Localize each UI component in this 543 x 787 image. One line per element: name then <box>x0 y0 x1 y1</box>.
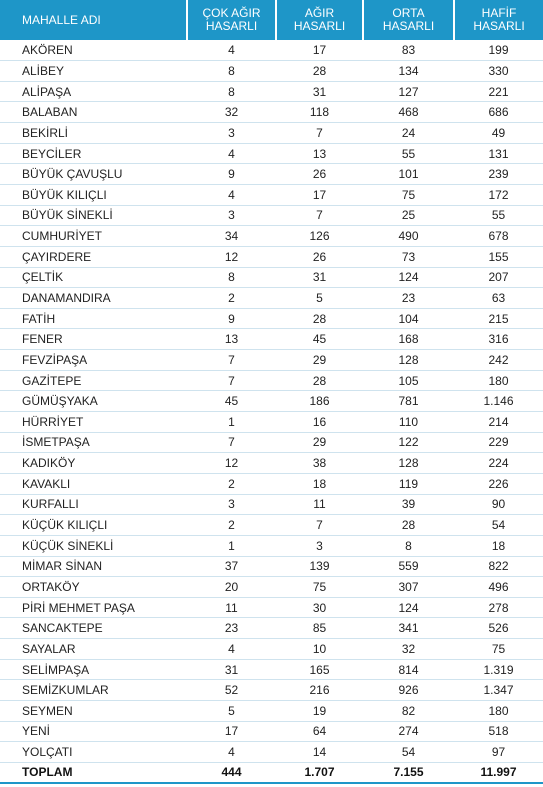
cell-very-heavy-count: 2 <box>187 288 276 309</box>
cell-heavy-count: 216 <box>276 680 363 701</box>
cell-very-heavy-count: 12 <box>187 453 276 474</box>
cell-light-count: 678 <box>454 226 543 247</box>
cell-light-count: 1.347 <box>454 680 543 701</box>
cell-neighborhood-name: KAVAKLI <box>0 473 187 494</box>
cell-heavy-count: 17 <box>276 184 363 205</box>
cell-neighborhood-name: YENİ <box>0 721 187 742</box>
cell-light-count: 215 <box>454 308 543 329</box>
cell-light-count: 518 <box>454 721 543 742</box>
cell-neighborhood-name: KÜÇÜK KILIÇLI <box>0 515 187 536</box>
cell-heavy-count: 10 <box>276 639 363 660</box>
cell-light-count: 822 <box>454 556 543 577</box>
total-row <box>0 762 543 783</box>
table-row <box>0 308 543 329</box>
cell-very-heavy-count: 20 <box>187 577 276 598</box>
cell-medium-count: 32 <box>363 639 454 660</box>
cell-light-count: 242 <box>454 350 543 371</box>
cell-heavy-count: 31 <box>276 267 363 288</box>
total-cell-medium-count: 7.155 <box>363 762 454 783</box>
cell-medium-count: 128 <box>363 453 454 474</box>
cell-light-count: 180 <box>454 701 543 722</box>
cell-light-count: 207 <box>454 267 543 288</box>
cell-light-count: 278 <box>454 597 543 618</box>
cell-medium-count: 490 <box>363 226 454 247</box>
cell-light-count: 131 <box>454 143 543 164</box>
cell-neighborhood-name: BEYCİLER <box>0 143 187 164</box>
cell-light-count: 90 <box>454 494 543 515</box>
header-very-heavy-damage <box>187 0 276 40</box>
cell-very-heavy-count: 4 <box>187 40 276 61</box>
cell-medium-count: 926 <box>363 680 454 701</box>
cell-neighborhood-name: CUMHURİYET <box>0 226 187 247</box>
cell-medium-count: 8 <box>363 535 454 556</box>
cell-heavy-count: 29 <box>276 432 363 453</box>
cell-heavy-count: 38 <box>276 453 363 474</box>
cell-light-count: 172 <box>454 184 543 205</box>
table-row <box>0 246 543 267</box>
cell-medium-count: 134 <box>363 61 454 82</box>
cell-very-heavy-count: 32 <box>187 102 276 123</box>
cell-light-count: 180 <box>454 370 543 391</box>
cell-neighborhood-name: ALİPAŞA <box>0 81 187 102</box>
cell-light-count: 221 <box>454 81 543 102</box>
cell-heavy-count: 7 <box>276 515 363 536</box>
cell-very-heavy-count: 9 <box>187 308 276 329</box>
cell-very-heavy-count: 4 <box>187 143 276 164</box>
cell-heavy-count: 45 <box>276 329 363 350</box>
header-line: ORTA <box>392 6 425 20</box>
table-row <box>0 81 543 102</box>
cell-heavy-count: 26 <box>276 164 363 185</box>
table-row <box>0 102 543 123</box>
cell-heavy-count: 5 <box>276 288 363 309</box>
header-medium-damage <box>363 0 454 40</box>
total-cell-neighborhood-name: TOPLAM <box>0 762 187 783</box>
cell-heavy-count: 165 <box>276 659 363 680</box>
cell-medium-count: 341 <box>363 618 454 639</box>
cell-light-count: 63 <box>454 288 543 309</box>
cell-light-count: 1.319 <box>454 659 543 680</box>
cell-neighborhood-name: BEKİRLİ <box>0 123 187 144</box>
cell-very-heavy-count: 13 <box>187 329 276 350</box>
cell-light-count: 155 <box>454 246 543 267</box>
cell-medium-count: 119 <box>363 473 454 494</box>
cell-heavy-count: 28 <box>276 308 363 329</box>
cell-heavy-count: 85 <box>276 618 363 639</box>
table-row <box>0 659 543 680</box>
cell-heavy-count: 29 <box>276 350 363 371</box>
cell-medium-count: 814 <box>363 659 454 680</box>
cell-heavy-count: 26 <box>276 246 363 267</box>
cell-light-count: 496 <box>454 577 543 598</box>
cell-light-count: 526 <box>454 618 543 639</box>
header-line: HASARLI <box>382 19 435 33</box>
cell-medium-count: 274 <box>363 721 454 742</box>
cell-medium-count: 110 <box>363 412 454 433</box>
cell-very-heavy-count: 11 <box>187 597 276 618</box>
cell-medium-count: 124 <box>363 267 454 288</box>
cell-heavy-count: 31 <box>276 81 363 102</box>
cell-neighborhood-name: BÜYÜK SİNEKLİ <box>0 205 187 226</box>
cell-heavy-count: 186 <box>276 391 363 412</box>
table-row <box>0 143 543 164</box>
cell-neighborhood-name: FATİH <box>0 308 187 329</box>
cell-medium-count: 128 <box>363 350 454 371</box>
cell-medium-count: 105 <box>363 370 454 391</box>
cell-neighborhood-name: SANCAKTEPE <box>0 618 187 639</box>
table-row <box>0 40 543 61</box>
cell-heavy-count: 28 <box>276 61 363 82</box>
cell-very-heavy-count: 5 <box>187 701 276 722</box>
cell-neighborhood-name: ÇAYIRDERE <box>0 246 187 267</box>
table-header-row <box>0 0 543 40</box>
cell-medium-count: 75 <box>363 184 454 205</box>
cell-neighborhood-name: KADIKÖY <box>0 453 187 474</box>
cell-neighborhood-name: KÜÇÜK SİNEKLİ <box>0 535 187 556</box>
cell-medium-count: 39 <box>363 494 454 515</box>
table-row <box>0 680 543 701</box>
table-row <box>0 556 543 577</box>
table-row <box>0 412 543 433</box>
cell-medium-count: 559 <box>363 556 454 577</box>
table-row <box>0 742 543 763</box>
cell-very-heavy-count: 9 <box>187 164 276 185</box>
cell-very-heavy-count: 7 <box>187 350 276 371</box>
cell-heavy-count: 14 <box>276 742 363 763</box>
table-row <box>0 639 543 660</box>
table-row <box>0 721 543 742</box>
cell-heavy-count: 13 <box>276 143 363 164</box>
cell-light-count: 55 <box>454 205 543 226</box>
cell-medium-count: 55 <box>363 143 454 164</box>
cell-light-count: 54 <box>454 515 543 536</box>
cell-heavy-count: 75 <box>276 577 363 598</box>
cell-neighborhood-name: ORTAKÖY <box>0 577 187 598</box>
cell-heavy-count: 7 <box>276 205 363 226</box>
cell-very-heavy-count: 45 <box>187 391 276 412</box>
cell-light-count: 97 <box>454 742 543 763</box>
cell-medium-count: 23 <box>363 288 454 309</box>
cell-medium-count: 104 <box>363 308 454 329</box>
table-row <box>0 432 543 453</box>
cell-medium-count: 82 <box>363 701 454 722</box>
total-cell-light-count: 11.997 <box>454 762 543 783</box>
header-line: AĞIR <box>304 6 335 20</box>
cell-very-heavy-count: 7 <box>187 432 276 453</box>
cell-very-heavy-count: 4 <box>187 742 276 763</box>
cell-medium-count: 124 <box>363 597 454 618</box>
cell-neighborhood-name: ÇELTİK <box>0 267 187 288</box>
cell-neighborhood-name: SEYMEN <box>0 701 187 722</box>
cell-heavy-count: 16 <box>276 412 363 433</box>
cell-medium-count: 781 <box>363 391 454 412</box>
cell-light-count: 316 <box>454 329 543 350</box>
table-row <box>0 453 543 474</box>
cell-very-heavy-count: 8 <box>187 61 276 82</box>
cell-light-count: 75 <box>454 639 543 660</box>
cell-light-count: 18 <box>454 535 543 556</box>
cell-very-heavy-count: 3 <box>187 494 276 515</box>
cell-light-count: 330 <box>454 61 543 82</box>
cell-neighborhood-name: MİMAR SİNAN <box>0 556 187 577</box>
cell-neighborhood-name: BÜYÜK KILIÇLI <box>0 184 187 205</box>
table-row <box>0 350 543 371</box>
header-neighborhood: MAHALLE ADI <box>0 0 187 40</box>
cell-neighborhood-name: FENER <box>0 329 187 350</box>
table-row <box>0 226 543 247</box>
cell-very-heavy-count: 3 <box>187 123 276 144</box>
cell-light-count: 239 <box>454 164 543 185</box>
header-line: HASARLI <box>205 19 258 33</box>
cell-light-count: 226 <box>454 473 543 494</box>
cell-medium-count: 307 <box>363 577 454 598</box>
table-row <box>0 329 543 350</box>
cell-neighborhood-name: İSMETPAŞA <box>0 432 187 453</box>
table-row <box>0 618 543 639</box>
table-row <box>0 535 543 556</box>
cell-light-count: 686 <box>454 102 543 123</box>
cell-medium-count: 468 <box>363 102 454 123</box>
cell-neighborhood-name: PİRİ MEHMET PAŞA <box>0 597 187 618</box>
cell-very-heavy-count: 3 <box>187 205 276 226</box>
cell-medium-count: 73 <box>363 246 454 267</box>
cell-heavy-count: 28 <box>276 370 363 391</box>
cell-very-heavy-count: 4 <box>187 639 276 660</box>
table-row <box>0 267 543 288</box>
table-row <box>0 61 543 82</box>
cell-light-count: 1.146 <box>454 391 543 412</box>
cell-neighborhood-name: GAZİTEPE <box>0 370 187 391</box>
cell-very-heavy-count: 1 <box>187 535 276 556</box>
cell-medium-count: 122 <box>363 432 454 453</box>
table-row <box>0 370 543 391</box>
cell-neighborhood-name: ALİBEY <box>0 61 187 82</box>
table-row <box>0 205 543 226</box>
cell-heavy-count: 17 <box>276 40 363 61</box>
cell-heavy-count: 18 <box>276 473 363 494</box>
cell-very-heavy-count: 8 <box>187 81 276 102</box>
cell-very-heavy-count: 2 <box>187 473 276 494</box>
cell-neighborhood-name: HÜRRİYET <box>0 412 187 433</box>
cell-neighborhood-name: AKÖREN <box>0 40 187 61</box>
cell-medium-count: 25 <box>363 205 454 226</box>
cell-heavy-count: 11 <box>276 494 363 515</box>
cell-very-heavy-count: 23 <box>187 618 276 639</box>
cell-very-heavy-count: 12 <box>187 246 276 267</box>
cell-heavy-count: 19 <box>276 701 363 722</box>
cell-light-count: 214 <box>454 412 543 433</box>
table-body <box>0 40 543 783</box>
cell-medium-count: 127 <box>363 81 454 102</box>
cell-neighborhood-name: SAYALAR <box>0 639 187 660</box>
cell-neighborhood-name: YOLÇATI <box>0 742 187 763</box>
cell-very-heavy-count: 8 <box>187 267 276 288</box>
cell-medium-count: 168 <box>363 329 454 350</box>
cell-neighborhood-name: BÜYÜK ÇAVUŞLU <box>0 164 187 185</box>
table-row <box>0 515 543 536</box>
cell-neighborhood-name: SELİMPAŞA <box>0 659 187 680</box>
cell-medium-count: 24 <box>363 123 454 144</box>
table-row <box>0 597 543 618</box>
header-heavy-damage <box>276 0 363 40</box>
total-cell-heavy-count: 1.707 <box>276 762 363 783</box>
cell-neighborhood-name: DANAMANDIRA <box>0 288 187 309</box>
cell-light-count: 224 <box>454 453 543 474</box>
cell-neighborhood-name: FEVZİPAŞA <box>0 350 187 371</box>
cell-very-heavy-count: 17 <box>187 721 276 742</box>
table-row <box>0 391 543 412</box>
table-row <box>0 473 543 494</box>
cell-light-count: 229 <box>454 432 543 453</box>
cell-medium-count: 54 <box>363 742 454 763</box>
cell-neighborhood-name: BALABAN <box>0 102 187 123</box>
cell-medium-count: 83 <box>363 40 454 61</box>
header-line: HAFİF <box>481 6 517 20</box>
cell-medium-count: 101 <box>363 164 454 185</box>
cell-neighborhood-name: GÜMÜŞYAKA <box>0 391 187 412</box>
cell-very-heavy-count: 1 <box>187 412 276 433</box>
cell-very-heavy-count: 31 <box>187 659 276 680</box>
table-row <box>0 577 543 598</box>
table-row <box>0 701 543 722</box>
header-line: HASARLI <box>473 19 525 33</box>
header-line: HASARLI <box>293 19 346 33</box>
cell-heavy-count: 118 <box>276 102 363 123</box>
total-cell-very-heavy-count: 444 <box>187 762 276 783</box>
cell-very-heavy-count: 2 <box>187 515 276 536</box>
cell-very-heavy-count: 52 <box>187 680 276 701</box>
cell-very-heavy-count: 7 <box>187 370 276 391</box>
cell-very-heavy-count: 4 <box>187 184 276 205</box>
table-row <box>0 288 543 309</box>
cell-heavy-count: 7 <box>276 123 363 144</box>
cell-neighborhood-name: SEMİZKUMLAR <box>0 680 187 701</box>
cell-neighborhood-name: KURFALLI <box>0 494 187 515</box>
cell-light-count: 49 <box>454 123 543 144</box>
cell-heavy-count: 64 <box>276 721 363 742</box>
cell-light-count: 199 <box>454 40 543 61</box>
cell-heavy-count: 126 <box>276 226 363 247</box>
table-row <box>0 494 543 515</box>
table-row <box>0 184 543 205</box>
cell-very-heavy-count: 34 <box>187 226 276 247</box>
header-line: ÇOK AĞIR <box>202 6 261 20</box>
cell-very-heavy-count: 37 <box>187 556 276 577</box>
cell-heavy-count: 3 <box>276 535 363 556</box>
header-light-damage <box>454 0 543 40</box>
cell-medium-count: 28 <box>363 515 454 536</box>
cell-heavy-count: 30 <box>276 597 363 618</box>
cell-heavy-count: 139 <box>276 556 363 577</box>
table-row <box>0 164 543 185</box>
table-row <box>0 123 543 144</box>
